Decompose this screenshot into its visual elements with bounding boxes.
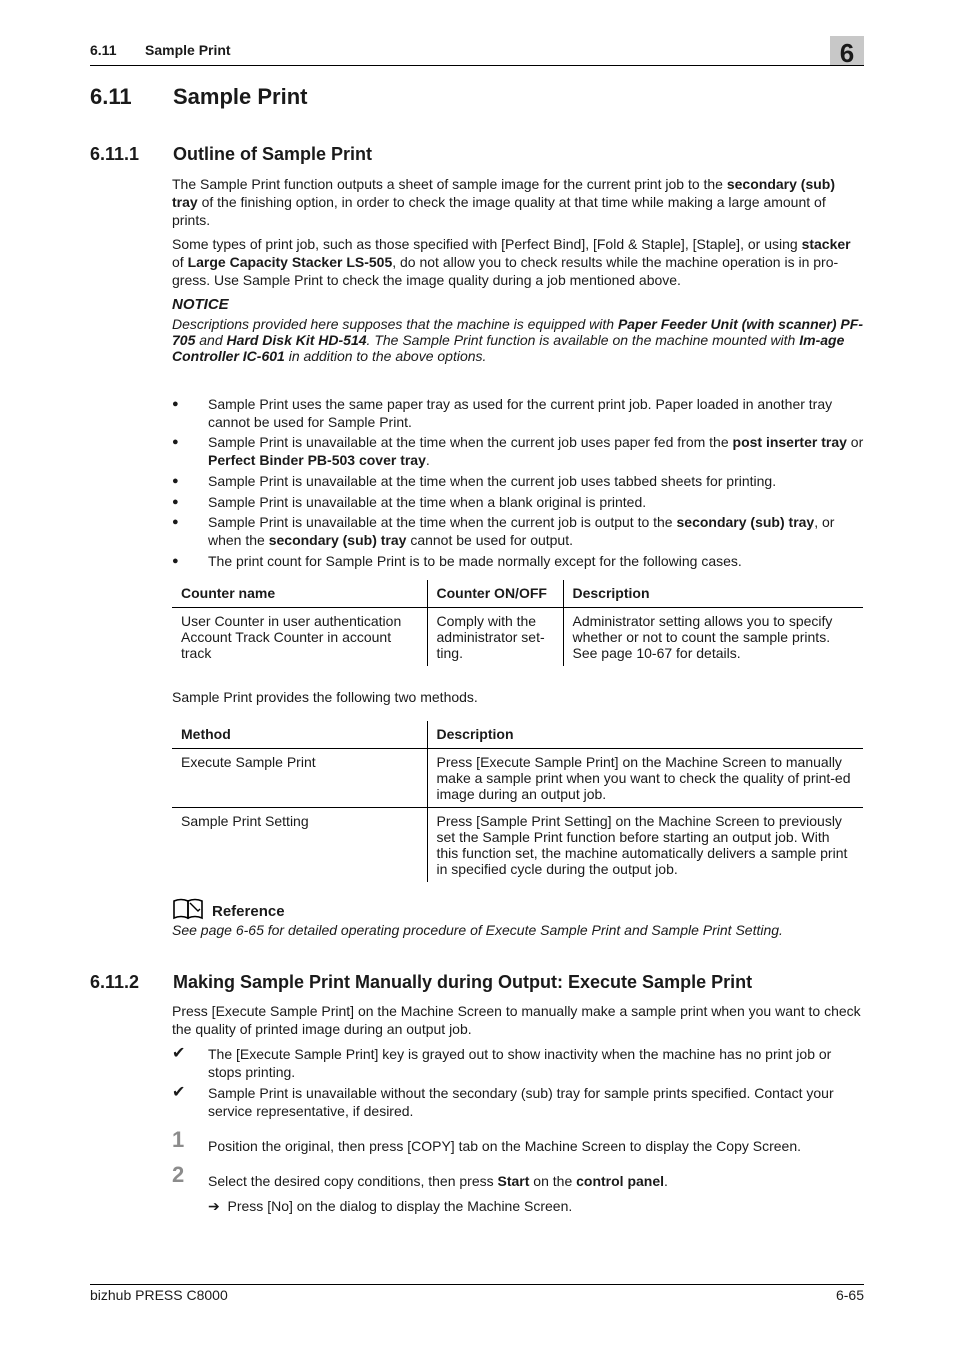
- methods-intro: Sample Print provides the following two methods.: [172, 689, 478, 705]
- bullet-icon: ●: [172, 398, 179, 410]
- checkmark-icon: ✔: [172, 1084, 186, 1101]
- subsection-heading-execute: [90, 972, 752, 993]
- notice-title: NOTICE: [172, 296, 229, 313]
- bullet-icon: ●: [172, 475, 179, 487]
- table-header: Method: [172, 721, 427, 749]
- bullet-icon: ●: [172, 516, 179, 528]
- bullet-icon: ●: [172, 436, 179, 448]
- table-header: Counter ON/OFF: [427, 580, 563, 608]
- running-header: [90, 42, 231, 58]
- subsection-number: 6.11.1: [90, 144, 140, 164]
- execute-intro: Press [Execute Sample Print] on the Machine Screen to manually make a sample print when you want to check the quality of printed image during an output job.: [172, 1003, 861, 1037]
- bullet-icon: ●: [172, 555, 179, 567]
- header-rule: [90, 65, 864, 66]
- section-number: 6.11: [90, 84, 132, 109]
- footer-rule: [90, 1284, 864, 1285]
- subsection-title: Outline of Sample Print: [173, 144, 373, 164]
- counter-table: [172, 580, 863, 666]
- subsection-number: 6.11.2: [90, 972, 140, 992]
- footer-product: bizhub PRESS C8000: [90, 1287, 228, 1303]
- section-title: Sample Print: [173, 84, 308, 109]
- step-number: 2: [172, 1162, 185, 1187]
- header-section-number: 6.11: [90, 42, 117, 58]
- table-row: Execute Sample Print Press [Execute Sample Print] on the Machine Screen to manually make a sample print when you want to check the quality of print-ed image during an output job.: [172, 749, 863, 808]
- subsection-heading-outline: [90, 144, 372, 165]
- subsection-title: Making Sample Print Manually during Output: Execute Sample Print: [173, 972, 753, 992]
- sub-step: ➔ Press [No] on the dialog to display the Machine Screen.: [208, 1198, 573, 1214]
- section-heading: [90, 84, 307, 110]
- reference-title: Reference: [212, 903, 285, 920]
- arrow-right-icon: ➔: [208, 1198, 220, 1214]
- notice-text: Descriptions provided here supposes that the machine is equipped with Paper Feeder Unit (with scanner) PF-705 and Hard Disk Kit HD-514. The Sample Print function is available on the machine mounted with Im-age Controller IC-601 in addition to the above options.: [172, 316, 863, 364]
- table-row: User Counter in user authentication Account Track Counter in account track Comply with the administrator set-ting. Administrator setting allows you to specify whether or not to count the sample prints. See page 10-67 for details.: [172, 608, 863, 667]
- method-table: [172, 721, 863, 882]
- table-header: Counter name: [172, 580, 427, 608]
- outline-paragraph-1: The Sample Print function outputs a sheet of sample image for the current print job to the secondary (sub) tray of the finishing option, in order to check the image quality at that time while making a large amount of prints.: [172, 176, 835, 228]
- chapter-number-box: 6: [830, 36, 864, 66]
- step-number: 1: [172, 1127, 185, 1152]
- table-header: Description: [427, 721, 863, 749]
- checkmark-icon: ✔: [172, 1045, 186, 1062]
- reference-text: See page 6-65 for detailed operating procedure of Execute Sample Print and Sample Print Setting.: [172, 922, 783, 938]
- table-row: Sample Print Setting Press [Sample Print Setting] on the Machine Screen to previously set the Sample Print function before starting an output job. With this function set, the machine automatically delivers a sample print in specified cycle during the output job.: [172, 808, 863, 883]
- outline-paragraph-2: Some types of print job, such as those specified with [Perfect Bind], [Fold & Staple], [Staple], or using stacker of Large Capacity Stacker LS-505, do not allow you to check results while the machine operation is in pro-gress. Use Sample Print to check the image quality during a job mentioned above.: [172, 236, 851, 288]
- book-icon: [172, 898, 206, 920]
- table-header: Description: [563, 580, 863, 608]
- footer-page-number: 6-65: [835, 1287, 864, 1303]
- bullet-icon: ●: [172, 496, 179, 508]
- header-section-title: Sample Print: [145, 42, 231, 58]
